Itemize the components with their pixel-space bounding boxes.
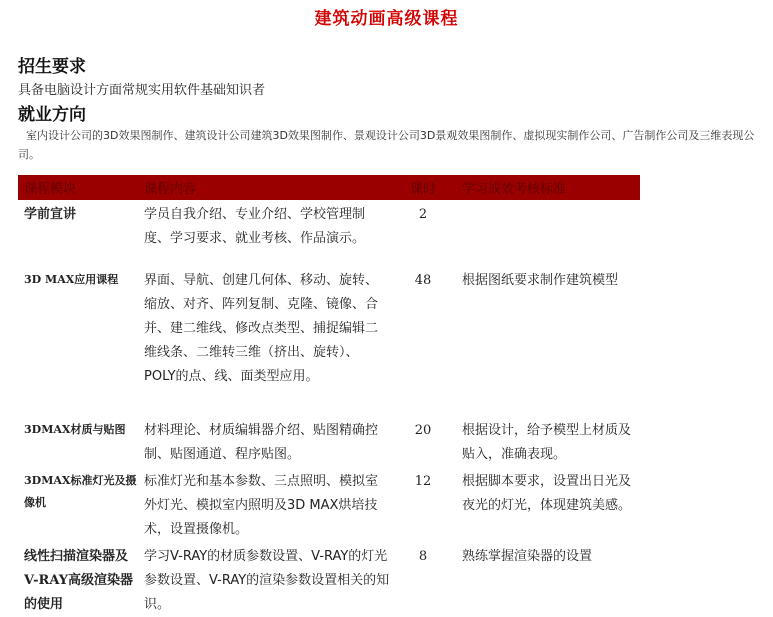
table-header-row: [18, 175, 640, 200]
header-content: 课程内容: [138, 175, 390, 200]
row-standard: 根据设计，给予模型上材质及贴入，准确表现。: [462, 423, 632, 462]
row-hours: 12: [414, 474, 432, 489]
row-hours: 20: [414, 423, 432, 438]
row-hours: 2: [418, 207, 428, 222]
row-hours: 48: [414, 273, 432, 288]
table-row: [18, 542, 640, 617]
header-module: 课程模块: [18, 175, 138, 200]
row-standard: 熟练掌握渲染器的设置: [462, 549, 593, 564]
row-content: 材料理论、材质编辑器介绍、贴图精确控制、贴图通道、程序贴图。: [144, 423, 379, 462]
course-table: [18, 175, 640, 617]
table-row: [18, 200, 640, 266]
row-standard: [456, 200, 640, 266]
row-module: 线性扫描渲染器及V-RAY高级渲染器的使用: [24, 549, 134, 612]
row-standard: 根据图纸要求制作建筑模型: [462, 273, 619, 288]
row-standard: 根据脚本要求，设置出日光及夜光的灯光，体现建筑美感。: [462, 474, 632, 513]
table-row: [18, 467, 640, 542]
header-hours: 课时: [390, 175, 456, 200]
admission-text: 具备电脑设计方面常规实用软件基础知识者: [18, 83, 266, 98]
row-content: 标准灯光和基本参数、三点照明、模拟室外灯光、模拟室内照明及3D MAX烘培技术，设置摄像机。: [144, 474, 379, 537]
row-module: 3DMAX材质与贴图: [24, 423, 126, 436]
row-module: 学前宣讲: [24, 207, 77, 222]
row-module: 3D MAX应用课程: [24, 273, 119, 286]
row-content: 学员自我介绍、专业介绍、学校管理制度、学习要求、就业考核、作品演示。: [144, 207, 366, 246]
row-content: 学习V-RAY的材质参数设置、V-RAY的灯光参数设置、V-RAY的渲染参数设置相关的知识。: [144, 549, 390, 612]
career-text: 室内设计公司的3D效果图制作、建筑设计公司建筑3D效果图制作、景观设计公司3D景观效果图制作、虚拟现实制作公司、广告制作公司及三维表现公司。: [18, 129, 755, 161]
page-title: 建筑动画高级课程: [314, 9, 459, 29]
row-hours: 8: [418, 549, 428, 564]
admission-heading: 招生要求: [18, 57, 86, 77]
table-row: [18, 266, 640, 416]
row-module: 3DMAX标准灯光及摄像机: [24, 474, 137, 509]
row-content: 界面、导航、创建几何体、移动、旋转、缩放、对齐、阵列复制、克隆、镜像、合并、建二维线、修改点类型、捕捉编辑二维线条、二维转三维（挤出、旋转）、POLY的点、线、面类型应用。: [144, 273, 379, 384]
header-standard: 学习成效考核标准: [456, 175, 640, 200]
career-heading: 就业方向: [18, 105, 86, 125]
table-row: [18, 416, 640, 467]
